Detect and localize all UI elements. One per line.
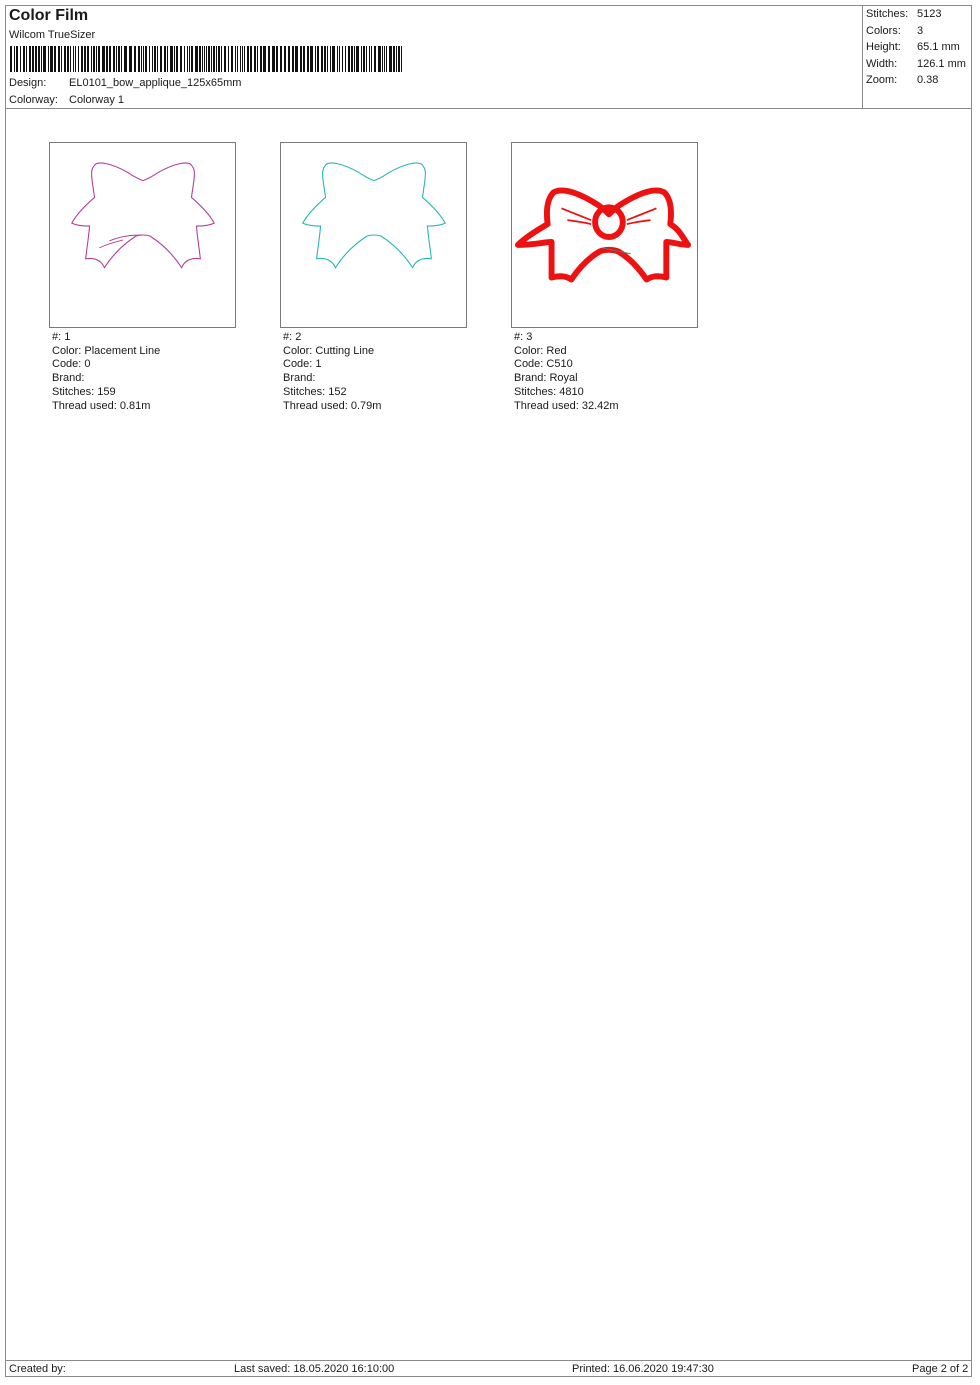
barcode-bar <box>208 46 210 72</box>
barcode-bar <box>41 46 42 72</box>
stat-label: Height: <box>866 41 901 53</box>
stats-divider <box>862 5 863 108</box>
barcode-bar <box>98 46 100 72</box>
stat-stitches <box>866 6 966 23</box>
barcode-bar <box>280 46 282 72</box>
barcode-bar <box>187 46 188 72</box>
barcode-bar <box>73 46 74 72</box>
barcode-bar <box>337 46 338 72</box>
barcode-bar <box>384 46 385 72</box>
barcode-bar <box>116 46 117 72</box>
barcode-bar <box>307 46 309 72</box>
barcode-bar <box>260 46 262 72</box>
stat-value: 126.1 mm <box>917 57 966 70</box>
barcode-bar <box>199 46 201 72</box>
barcode-bar <box>361 46 362 72</box>
footer-page-number: Page 2 of 2 <box>912 1363 969 1375</box>
color-brand: Brand: Royal <box>514 372 578 385</box>
color-swatch-1 <box>49 142 236 328</box>
colorway-label: Colorway: <box>9 94 58 106</box>
design-stats <box>866 6 966 89</box>
barcode-bar <box>284 46 286 72</box>
barcode-bar <box>268 46 270 72</box>
barcode-bar <box>16 46 18 72</box>
color-thread: Thread used: 0.81m <box>52 399 151 412</box>
color-code: Code: 0 <box>52 358 91 371</box>
color-number: #: 2 <box>283 331 302 343</box>
barcode-bar <box>64 46 66 72</box>
barcode-bar <box>152 46 153 72</box>
bow-outline-preview <box>281 143 466 327</box>
barcode-bar <box>157 46 158 72</box>
software-name: Wilcom TrueSizer <box>9 29 96 41</box>
barcode-bar <box>250 46 252 72</box>
barcode-bar <box>96 46 97 72</box>
barcode-bar <box>382 46 383 72</box>
color-info-2 <box>283 331 381 413</box>
color-info-1 <box>52 331 160 413</box>
color-stitches: Stitches: 4810 <box>514 385 584 398</box>
color-thread: Thread used: 32.42m <box>514 399 619 412</box>
stat-value: 65.1 mm <box>917 41 960 53</box>
barcode-bar <box>292 46 294 72</box>
stat-height <box>866 39 966 56</box>
barcode-bar <box>378 46 381 72</box>
barcode-bar <box>374 46 376 72</box>
barcode-bar <box>321 46 323 72</box>
barcode-bar <box>75 46 76 72</box>
barcode-bar <box>363 46 365 72</box>
colorway-value: Colorway 1 <box>69 94 125 106</box>
color-info-3 <box>514 331 619 413</box>
barcode-bar <box>204 46 205 72</box>
stat-label: Colors: <box>866 24 901 37</box>
barcode-bar <box>113 46 115 72</box>
footer-printed: Printed: 16.06.2020 19:47:30 <box>572 1363 714 1375</box>
barcode-bar <box>106 46 108 72</box>
barcode-bar <box>240 46 241 72</box>
barcode-bar <box>231 46 233 72</box>
barcode-bar <box>213 46 215 72</box>
barcode-bar <box>237 46 238 72</box>
barcode-bar <box>235 46 236 72</box>
stat-label: Width: <box>866 57 898 70</box>
barcode-bar <box>317 46 319 72</box>
barcode-bar <box>315 46 316 72</box>
barcode-bar <box>327 46 328 72</box>
barcode-bar <box>218 46 220 72</box>
barcode-bar <box>149 46 150 72</box>
barcode-bar <box>109 46 111 72</box>
barcode-bar <box>371 46 372 72</box>
barcode-bar <box>174 46 175 72</box>
stat-label: Zoom: <box>866 74 898 86</box>
barcode-bar <box>393 46 395 72</box>
color-brand: Brand: <box>52 372 85 385</box>
barcode-bar <box>356 46 359 72</box>
barcode-bar <box>141 46 142 72</box>
barcode-bar <box>58 46 60 72</box>
barcode-bar <box>345 46 346 72</box>
bow-outline-preview <box>50 143 235 327</box>
barcode-bar <box>348 46 350 72</box>
barcode-bar <box>247 46 249 72</box>
footer-divider <box>5 1360 972 1361</box>
color-brand: Brand: <box>283 372 316 385</box>
barcode-bar <box>211 46 212 72</box>
barcode-bar <box>54 46 56 72</box>
barcode-bar <box>351 46 353 72</box>
barcode-bar <box>121 46 122 72</box>
design-value: EL0101_bow_applique_125x65mm <box>69 77 242 89</box>
color-name: Color: Placement Line <box>52 344 161 357</box>
barcode-bar <box>189 46 190 72</box>
barcode-bar <box>389 46 392 72</box>
barcode-bar <box>324 46 326 72</box>
barcode-bar <box>339 46 340 72</box>
barcode-bar <box>369 46 370 72</box>
barcode-bar <box>242 46 243 72</box>
barcode-bar <box>254 46 256 72</box>
barcode-bar <box>154 46 156 72</box>
barcode-bar <box>263 46 266 72</box>
barcode-bar <box>288 46 290 72</box>
footer-last-saved: Last saved: 18.05.2020 16:10:00 <box>234 1363 395 1375</box>
stat-label: Stitches: <box>866 8 909 20</box>
barcode-bar <box>224 46 226 72</box>
barcode-bar <box>160 46 162 72</box>
barcode-bar <box>43 46 46 72</box>
barcode-bar <box>310 46 313 72</box>
barcode-bar <box>216 46 217 72</box>
barcode-bar <box>221 46 222 72</box>
barcode-bar <box>366 46 367 72</box>
barcode-bar <box>118 46 120 72</box>
barcode-bar <box>35 46 37 72</box>
barcode-bar <box>70 46 71 72</box>
barcode-bar <box>276 46 278 72</box>
barcode-bar <box>84 46 86 72</box>
header-divider <box>5 108 972 109</box>
design-label: Design: <box>9 77 47 89</box>
barcode-bar <box>10 46 12 72</box>
barcode-bar <box>170 46 173 72</box>
barcode-bar <box>272 46 275 72</box>
barcode-bar <box>32 46 34 72</box>
color-number: #: 3 <box>514 331 533 343</box>
barcode-bar <box>164 46 166 72</box>
barcode-bar <box>398 46 400 72</box>
barcode-bar <box>26 46 27 72</box>
stat-colors <box>866 23 966 40</box>
barcode-bar <box>87 46 89 72</box>
barcode-bar <box>81 46 83 72</box>
barcode-bar <box>134 46 136 72</box>
stat-zoom <box>866 72 966 89</box>
barcode-bar <box>61 46 62 72</box>
barcode-bar <box>303 46 305 72</box>
stat-value: 0.38 <box>917 74 939 86</box>
barcode-bar <box>145 46 147 72</box>
barcode-bar <box>180 46 182 72</box>
barcode-bar <box>23 46 25 72</box>
barcode-bar <box>300 46 302 72</box>
design-row <box>9 77 241 89</box>
color-stitches: Stitches: 152 <box>283 385 347 398</box>
barcode-bar <box>124 46 127 72</box>
barcode-bar <box>330 46 331 72</box>
color-swatch-2 <box>280 142 467 328</box>
bow-satin-preview <box>512 143 697 327</box>
color-code: Code: C510 <box>514 358 573 371</box>
barcode-bar <box>102 46 105 72</box>
barcode-bar <box>38 46 40 72</box>
stat-value: 5123 <box>917 8 942 20</box>
color-swatch-3 <box>511 142 698 328</box>
barcode-bar <box>91 46 92 72</box>
stat-width <box>866 56 966 73</box>
barcode-bar <box>332 46 335 72</box>
barcode <box>10 46 402 72</box>
barcode-bar <box>342 46 343 72</box>
barcode-bar <box>396 46 397 72</box>
barcode-bar <box>29 46 31 72</box>
page-title: Color Film <box>9 7 89 24</box>
barcode-bar <box>143 46 144 72</box>
barcode-bar <box>191 46 193 72</box>
barcode-bar <box>176 46 178 72</box>
barcode-bar <box>20 46 21 72</box>
barcode-bar <box>386 46 387 72</box>
barcode-bar <box>167 46 168 72</box>
colorway-row <box>9 94 124 106</box>
stat-value: 3 <box>917 24 924 37</box>
barcode-bar <box>202 46 203 72</box>
color-thread: Thread used: 0.79m <box>283 399 382 412</box>
barcode-bar <box>184 46 185 72</box>
barcode-bar <box>50 46 53 72</box>
color-name: Color: Cutting Line <box>283 344 375 357</box>
color-name: Color: Red <box>514 344 567 357</box>
color-code: Code: 1 <box>283 358 322 371</box>
barcode-bar <box>206 46 207 72</box>
barcode-bar <box>401 46 402 72</box>
footer-created-by: Created by: <box>9 1363 66 1375</box>
barcode-bar <box>93 46 95 72</box>
barcode-bar <box>257 46 258 72</box>
barcode-bar <box>14 46 15 72</box>
barcode-bar <box>228 46 229 72</box>
barcode-bar <box>354 46 355 72</box>
barcode-bar <box>67 46 69 72</box>
color-stitches: Stitches: 159 <box>52 385 116 398</box>
barcode-bar <box>129 46 132 72</box>
barcode-bar <box>244 46 245 72</box>
barcode-bar <box>78 46 79 72</box>
barcode-bar <box>295 46 298 72</box>
barcode-bar <box>138 46 140 72</box>
barcode-bar <box>195 46 198 72</box>
barcode-bar <box>48 46 49 72</box>
color-number: #: 1 <box>52 331 71 343</box>
